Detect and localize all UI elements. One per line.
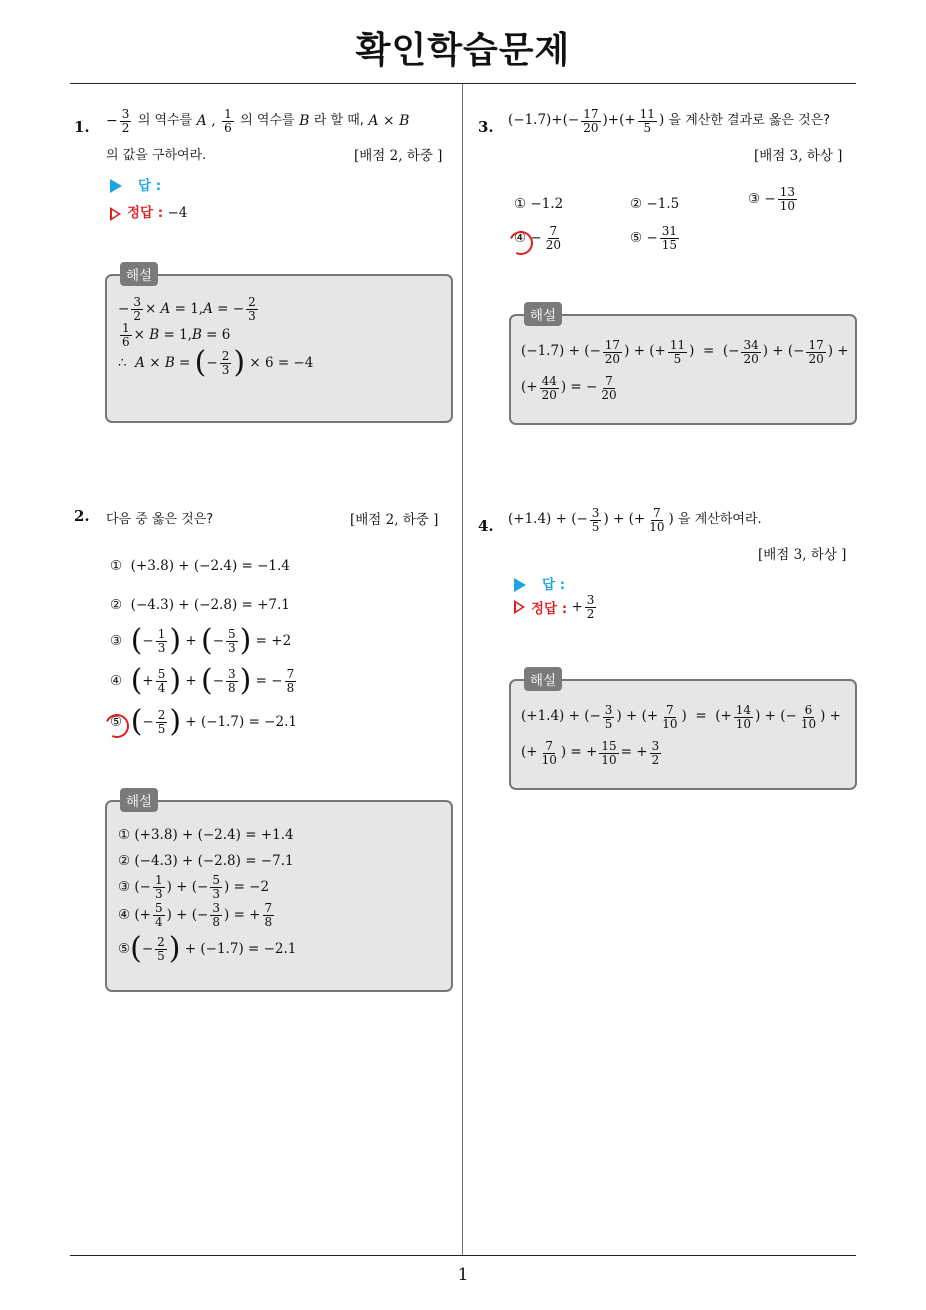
answer-field[interactable] bbox=[110, 174, 161, 194]
text-part: 라 할 때, bbox=[313, 112, 364, 128]
question-text: (−1.7)+(− $\frac{17}{20}$ )+(+ $\frac{11}{5}$ ) 을 계산한 결과로 옳은 것은? bbox=[508, 107, 831, 135]
option-2[interactable]: ② −1.5 bbox=[630, 196, 680, 212]
option-5[interactable]: ⑤ ( − $\frac{2}{5}$ ) + (−1.7) = −2.1 bbox=[110, 704, 297, 739]
triangle-outline-icon bbox=[110, 207, 121, 221]
correct-answer: 정답 : + $\frac{3}{2}$ bbox=[514, 594, 598, 620]
question-number: 3. bbox=[478, 118, 494, 136]
correct-label: 정답 : bbox=[127, 205, 164, 221]
option-3-label: ③ bbox=[748, 191, 761, 208]
explanation-tag: 해설 bbox=[120, 788, 158, 812]
play-icon bbox=[110, 179, 122, 193]
explanation-body: (−1.7) + (− $\frac{17}{20}$ ) + (+ $\frac{11}{5}$ ) = (− $\frac{34}{20}$ ) + (− $\frac{17}{20}$ ) + (+ $\frac{44}{20}$ ) = − $\frac{7}{20}$ bbox=[521, 337, 849, 402]
question-text: (+1.4) + (− $\frac{3}{5}$ ) + (+ $\frac{7}{10}$ ) 을 계산하여라. bbox=[508, 506, 762, 534]
answer-field[interactable] bbox=[514, 573, 565, 593]
correct-value: −4 bbox=[167, 205, 188, 221]
answer-label: 답 : bbox=[542, 577, 566, 593]
question-number: 1. bbox=[74, 118, 90, 136]
option-1[interactable]: ① (+3.8) + (−2.4) = −1.4 bbox=[110, 558, 290, 574]
column-divider bbox=[462, 84, 463, 1256]
explanation-tag: 해설 bbox=[524, 302, 562, 326]
option-4[interactable]: ④ − $\frac{7}{20}$ bbox=[514, 224, 561, 252]
option-4[interactable]: ④ ( + $\frac{5}{4}$ ) + ( − $\frac{3}{8}$ ) = − $\frac{7}{8}$ bbox=[110, 663, 295, 698]
score-label: [배점 3, 하상 ] bbox=[758, 547, 847, 563]
option-3[interactable]: ③ − $\frac{13}{10}$ bbox=[748, 185, 795, 213]
top-divider bbox=[70, 83, 856, 84]
option-1[interactable]: ① −1.2 bbox=[514, 196, 564, 212]
option-5[interactable]: ⑤ − $\frac{31}{15}$ bbox=[630, 224, 677, 252]
text-part: 의 역수를 bbox=[240, 112, 295, 128]
question-number: 4. bbox=[478, 517, 494, 535]
explanation-body: (+1.4) + (− $\frac{3}{5}$ ) + (+ $\frac{7}{10}$ ) = (+ $\frac{14}{10}$ ) + (− $\frac{6}{10}$ ) + (+ $\frac{7}{10}$ ) = + $\frac{15}{10}$ = + $\frac{3}{2}$ bbox=[521, 702, 841, 767]
text-part: 의 역수를 bbox=[137, 112, 193, 128]
option-2[interactable]: ② (−4.3) + (−2.8) = +7.1 bbox=[110, 597, 290, 613]
question-text: − $\frac{3}{2}$ 의 역수를 A , $\frac{1}{6}$ 의 역수를 B 라 할 때, A × B bbox=[106, 107, 410, 135]
play-icon bbox=[514, 578, 526, 592]
option-3[interactable]: ③ ( − $\frac{1}{3}$ ) + ( − $\frac{5}{3}$ ) = +2 bbox=[110, 623, 292, 658]
score-label: [배점 3, 하상 ] bbox=[754, 148, 843, 164]
text-part: 을 계산하여라. bbox=[678, 511, 762, 527]
explanation-body: ① (+3.8) + (−2.4) = +1.4 ② (−4.3) + (−2.8) = −7.1 ③ (− $\frac{1}{3}$ ) + (− $\frac{5}{3}$ ) = −2 ④ (+ $\frac{5}{4}$ ) + (− $\frac{3}{8}$ ) = + $\frac{7}{8}$ ⑤ ( − $\frac{2}{5}$ ) + (−1.7) = −2.1 bbox=[118, 826, 297, 966]
text-part: 을 계산한 결과로 옳은 것은? bbox=[668, 112, 831, 128]
correct-label: 정답 : bbox=[531, 601, 568, 618]
explanation-tag: 해설 bbox=[524, 667, 562, 691]
triangle-outline-icon bbox=[514, 600, 525, 614]
correct-answer bbox=[110, 201, 187, 221]
explanation-tag: 해설 bbox=[120, 262, 158, 286]
question-number: 2. bbox=[74, 507, 90, 525]
answer-label: 답 : bbox=[138, 178, 162, 194]
bottom-divider bbox=[70, 1255, 856, 1256]
page-title: 확인학습문제 bbox=[355, 30, 571, 71]
question-text-line2: 의 값을 구하여라. bbox=[106, 148, 207, 163]
question-text: 다음 중 옳은 것은? bbox=[106, 512, 214, 527]
page-number: 1 bbox=[457, 1265, 469, 1285]
score-label: [배점 2, 하중 ] bbox=[350, 512, 439, 528]
score-label: [배점 2, 하중 ] bbox=[354, 148, 443, 164]
explanation-body: − $\frac{3}{2}$ × A = 1, A = − $\frac{2}{3}$ $\frac{1}{6}$ × B = 1, B = 6 ∴ A × B = ( − $\frac{2}{3}$ ) × 6 = −4 bbox=[118, 295, 314, 381]
